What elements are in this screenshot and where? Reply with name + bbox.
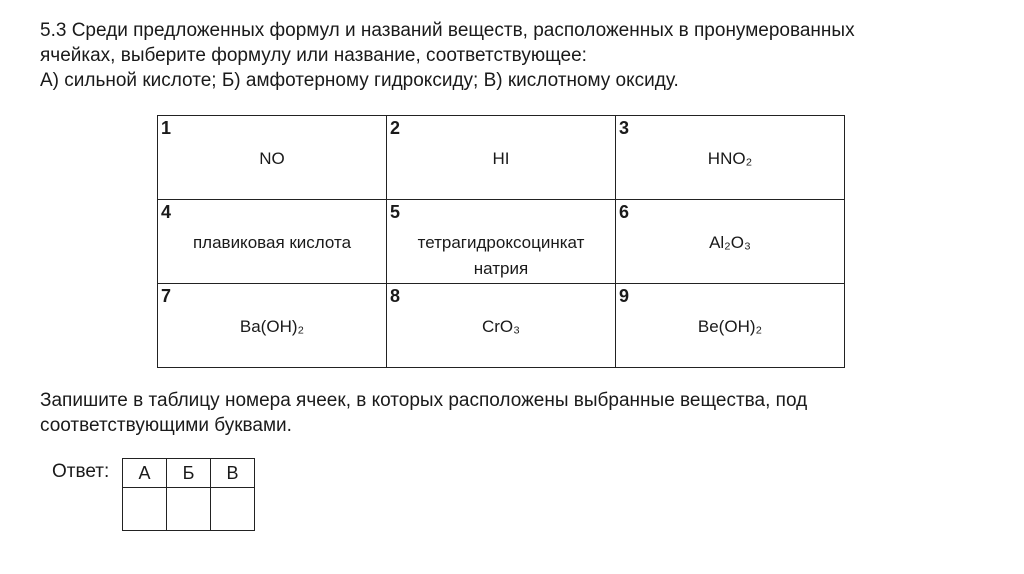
cell-value: NO: [259, 149, 285, 168]
cell-number: 9: [619, 286, 630, 306]
answer-label: Ответ:: [52, 461, 110, 482]
instruction-line-1: Запишите в таблицу номера ячеек, в которых расположены выбранные вещества, под: [40, 390, 808, 411]
answer-input-row: [123, 488, 255, 531]
cell-number: 7: [161, 286, 172, 306]
answer-header-b: Б: [167, 459, 211, 488]
task-line-1: 5.3 Среди предложенных формул и названий веществ, расположенных в пронумерованных: [40, 20, 855, 41]
cell-number: 2: [390, 118, 401, 138]
answer-table: [122, 458, 255, 531]
substance-cell: [616, 200, 845, 284]
cell-value: плавиковая кислота: [192, 233, 352, 252]
instruction-line-2: соответствующими буквами.: [40, 415, 292, 436]
answer-field-v[interactable]: [211, 488, 255, 531]
cell-number: 4: [161, 202, 172, 222]
cell-value: Be(OH)₂: [697, 317, 763, 336]
cell-number: 5: [390, 202, 401, 222]
substance-cell: [387, 284, 616, 368]
cell-number: 6: [619, 202, 630, 222]
substance-cell: [616, 116, 845, 200]
cell-value: HI: [492, 149, 510, 168]
task-text: [40, 18, 970, 93]
substances-table: [157, 115, 845, 368]
cell-value: тетрагидроксоцинкат натрия: [417, 233, 585, 278]
answer-header-v: В: [211, 459, 255, 488]
task-line-3: А) сильной кислоте; Б) амфотерному гидроксиду; В) кислотному оксиду.: [40, 70, 679, 91]
cell-value: Al₂O₃: [709, 233, 751, 252]
cell-value: CrO₃: [481, 317, 521, 336]
substance-cell: [158, 284, 387, 368]
cell-value: Ba(OH)₂: [239, 317, 305, 336]
substance-cell: [158, 200, 387, 284]
answer-header-a: А: [123, 459, 167, 488]
instruction-text: [40, 388, 940, 438]
answer-field-a[interactable]: [123, 488, 167, 531]
task-line-2: ячейках, выберите формулу или название, соответствующее:: [40, 45, 587, 66]
substance-cell: [158, 116, 387, 200]
cell-value: HNO₂: [707, 149, 753, 168]
answer-field-b[interactable]: [167, 488, 211, 531]
substance-cell: [616, 284, 845, 368]
table-row: [158, 284, 845, 368]
substance-cell: [387, 116, 616, 200]
table-row: [158, 116, 845, 200]
cell-number: 8: [390, 286, 401, 306]
cell-number: 1: [161, 118, 172, 138]
answer-header-row: [123, 459, 255, 488]
substance-cell: [387, 200, 616, 284]
table-row: [158, 200, 845, 284]
cell-number: 3: [619, 118, 630, 138]
